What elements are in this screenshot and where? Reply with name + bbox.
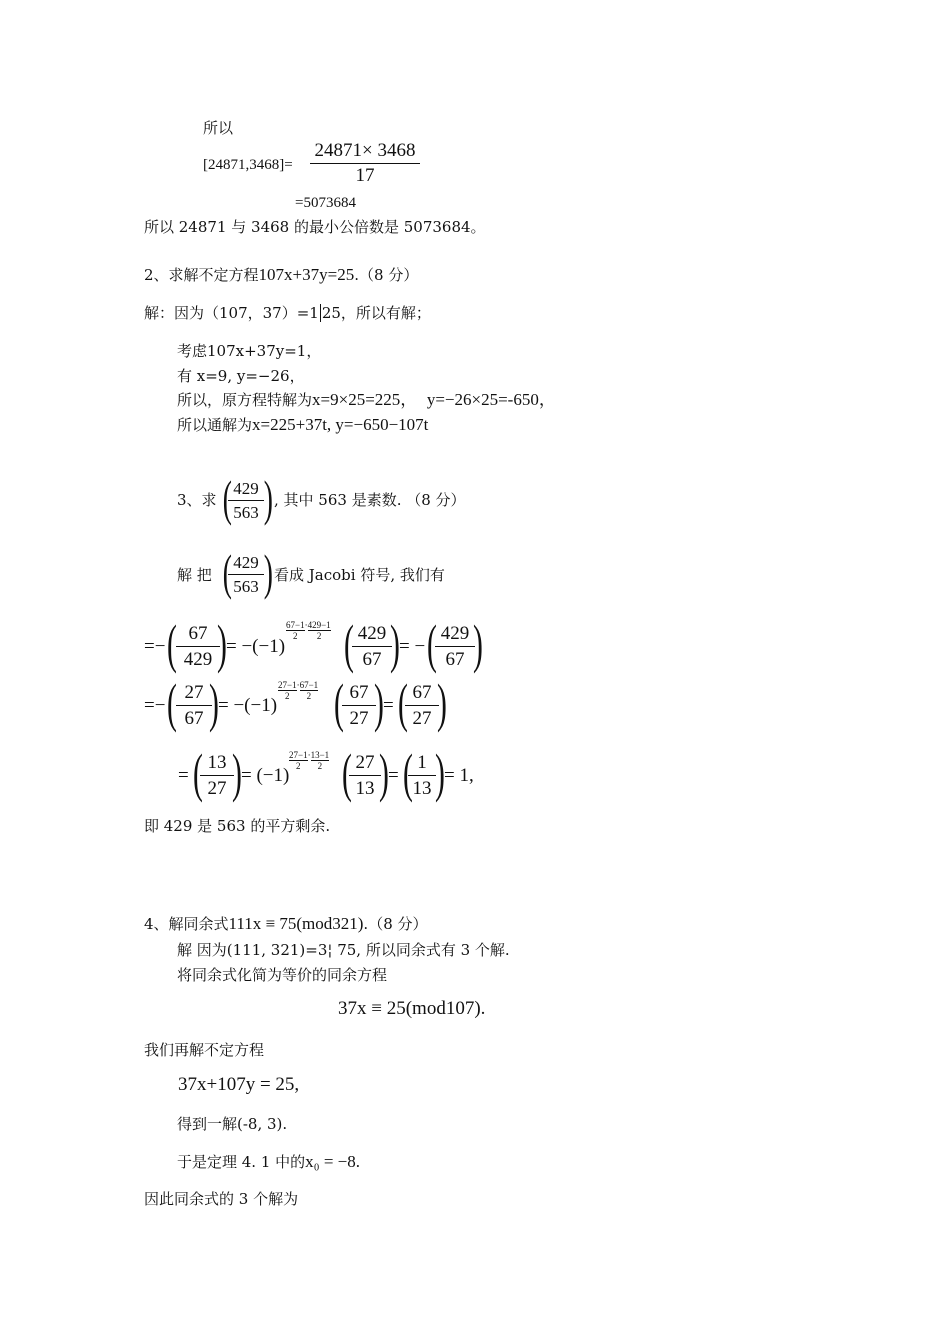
exp-num: 27−1 (289, 750, 308, 760)
exp-num: 13−1 (310, 750, 330, 760)
solve-again-line: 我们再解不定方程 (144, 1041, 265, 1059)
left-paren: ( (222, 544, 232, 600)
theorem-line (177, 1152, 360, 1172)
numerator: 1 (417, 752, 427, 773)
numerator: 429 (440, 623, 470, 644)
problem-2-title (144, 265, 418, 285)
exponent: $\frac{27-1}{2}\cdot\frac{13-1}{2}$ (289, 750, 330, 771)
right-paren: ) (435, 743, 445, 803)
fraction-bar (405, 705, 439, 706)
problem-2-prefix: 2、求解不定方程 (144, 266, 259, 284)
fraction (405, 681, 439, 730)
denominator: 13 (355, 778, 375, 799)
problem-4-suffix: .（8 分） (363, 915, 428, 933)
denominator: 429 (183, 649, 213, 670)
exp-den: 2 (316, 631, 322, 641)
denominator: 563 (233, 503, 259, 522)
exp-num: 67−1 (299, 680, 319, 690)
numerator: 27 (355, 752, 375, 773)
exponent: $\frac{27-1}{2}\cdot\frac{67-1}{2}$ (278, 680, 319, 701)
particular-y: y=−26×25=-650， (426, 390, 556, 409)
equals-minus: =− (144, 636, 166, 657)
denominator: 67 (184, 708, 204, 729)
fraction (435, 622, 475, 671)
divides-text: 25，所以有解； (321, 304, 431, 322)
denominator: 67 (362, 649, 382, 670)
general-equation: x=225+37t, y=−650−107t (252, 415, 429, 434)
problem-4-congruence: 111x ≡ 75(mod321) (228, 914, 364, 933)
equals: = (383, 695, 394, 716)
fraction-bar (310, 163, 420, 164)
numerator: 429 (357, 623, 387, 644)
numerator: 27 (184, 682, 204, 703)
numerator: 13 (207, 752, 227, 773)
theorem-text: 于是定理 4. 1 中的 (177, 1153, 306, 1171)
left-paren: ( (193, 743, 203, 803)
particular-prefix: 所以，原方程特解为 (177, 391, 313, 409)
fraction-bar (200, 775, 234, 776)
equals-minus-one: = −(−1) (218, 695, 278, 716)
right-paren: ) (379, 743, 389, 803)
problem-2-suffix: .（8 分） (354, 266, 419, 284)
numerator: 67 (349, 682, 369, 703)
fraction (349, 751, 381, 800)
equals-minus: =− (144, 695, 166, 716)
fraction-bar (176, 646, 220, 647)
lcm-conclusion: 所以 24871 与 3468 的最小公倍数是 5073684。 (144, 218, 486, 236)
x0-value: x₀ = −8. (305, 1152, 361, 1171)
equals-one: = 1, (444, 765, 474, 786)
equals-minus: = − (399, 636, 426, 657)
denominator: 27 (412, 708, 432, 729)
particular-solution-line (177, 390, 556, 410)
exponent: $\frac{67-1}{2}\cdot\frac{429-1}{2}$ (286, 620, 331, 641)
fraction-bar (352, 646, 392, 647)
right-paren: ) (263, 544, 273, 600)
lcm-numerator: 24871× 3468 (314, 140, 416, 161)
fraction-bar (228, 500, 264, 501)
problem-4-prefix: 4、解同余式 (144, 915, 229, 933)
one-solution-line: 得到一解(-8, 3). (177, 1115, 288, 1133)
problem-2-solution-line (144, 303, 431, 323)
left-paren: ( (222, 470, 232, 526)
exp-den: 2 (306, 691, 312, 701)
numerator: 67 (188, 623, 208, 644)
right-paren: ) (217, 614, 227, 674)
fraction-bar (176, 705, 212, 706)
jacobi-fraction (228, 552, 264, 597)
reduced-congruence: 37x ≡ 25(mod107). (338, 998, 486, 1019)
fraction (200, 751, 234, 800)
left-paren: ( (403, 743, 413, 803)
legendre-fraction (228, 478, 264, 523)
left-paren: ( (427, 614, 437, 674)
left-paren: ( (344, 614, 354, 674)
right-paren: ) (374, 673, 384, 733)
numerator: 429 (233, 553, 259, 572)
particular-x: x=9×25=225， (312, 390, 418, 409)
denominator: 27 (207, 778, 227, 799)
left-paren: ( (342, 743, 352, 803)
lcm-denominator: 17 (355, 165, 375, 186)
exp-den: 2 (285, 691, 290, 701)
fraction-bar (435, 646, 475, 647)
text-suoyi: 所以 (203, 119, 234, 137)
left-paren: ( (167, 614, 177, 674)
denominator: 13 (412, 778, 432, 799)
diophantine-equation: 37x+107y = 25, (178, 1074, 300, 1095)
exp-num: 27−1 (278, 680, 297, 690)
problem-3-prefix: 3、求 (177, 491, 217, 509)
fraction (352, 622, 392, 671)
right-paren: ) (263, 470, 273, 526)
general-solution-line (177, 415, 428, 435)
fraction-bar (349, 775, 381, 776)
lcm-fraction (310, 140, 420, 187)
problem-4-title (144, 914, 428, 934)
divides-bar (320, 304, 321, 322)
denominator: 563 (233, 577, 259, 596)
solution-3-suffix: 看成 Jacobi 符号, 我们有 (274, 566, 445, 584)
right-paren: ) (473, 614, 483, 674)
consider-line: 考虑107x+37y=1， (177, 342, 322, 360)
exp-den: 2 (296, 761, 301, 771)
right-paren: ) (209, 673, 219, 733)
final-line: 因此同余式的 3 个解为 (144, 1190, 299, 1208)
fraction (176, 681, 212, 730)
problem-2-equation: 107x+37y=25 (258, 265, 355, 284)
lcm-label: [24871,3468]= (203, 157, 293, 173)
fraction-bar (342, 705, 376, 706)
problem-3-suffix: , 其中 563 是素数. （8 分） (274, 491, 466, 509)
fraction (408, 751, 436, 800)
right-paren: ) (232, 743, 242, 803)
exp-num: 67−1 (286, 620, 305, 630)
denominator: 67 (445, 649, 465, 670)
equals-minus-one: = (−1) (241, 765, 290, 786)
solution-4-line-2: 将同余式化简为等价的同余方程 (177, 966, 388, 984)
exp-num: 429−1 (307, 620, 331, 630)
equals: = (388, 765, 399, 786)
solution-3-prefix: 解 把 (177, 566, 212, 584)
numerator: 67 (412, 682, 432, 703)
fraction-bar (228, 574, 264, 575)
problem-3-conclusion: 即 429 是 563 的平方剩余. (144, 817, 331, 835)
exp-den: 2 (317, 761, 323, 771)
equals: = (178, 765, 189, 786)
fraction (176, 622, 220, 671)
denominator: 27 (349, 708, 369, 729)
right-paren: ) (437, 673, 447, 733)
right-paren: ) (390, 614, 400, 674)
has-solution-line: 有 x=9, y=−26， (177, 367, 305, 385)
exp-den: 2 (293, 631, 298, 641)
gcd-text: 解：因为（107，37）=1 (144, 304, 319, 322)
left-paren: ( (334, 673, 344, 733)
solution-4-line-1: 解 因为(111, 321)=3¦ 75, 所以同余式有 3 个解. (177, 941, 510, 959)
numerator: 429 (233, 479, 259, 498)
lcm-result: =5073684 (295, 195, 356, 211)
left-paren: ( (398, 673, 408, 733)
fraction (342, 681, 376, 730)
equals-minus-one: = −(−1) (226, 636, 286, 657)
left-paren: ( (167, 673, 177, 733)
fraction-bar (408, 775, 436, 776)
general-prefix: 所以通解为 (177, 416, 253, 434)
